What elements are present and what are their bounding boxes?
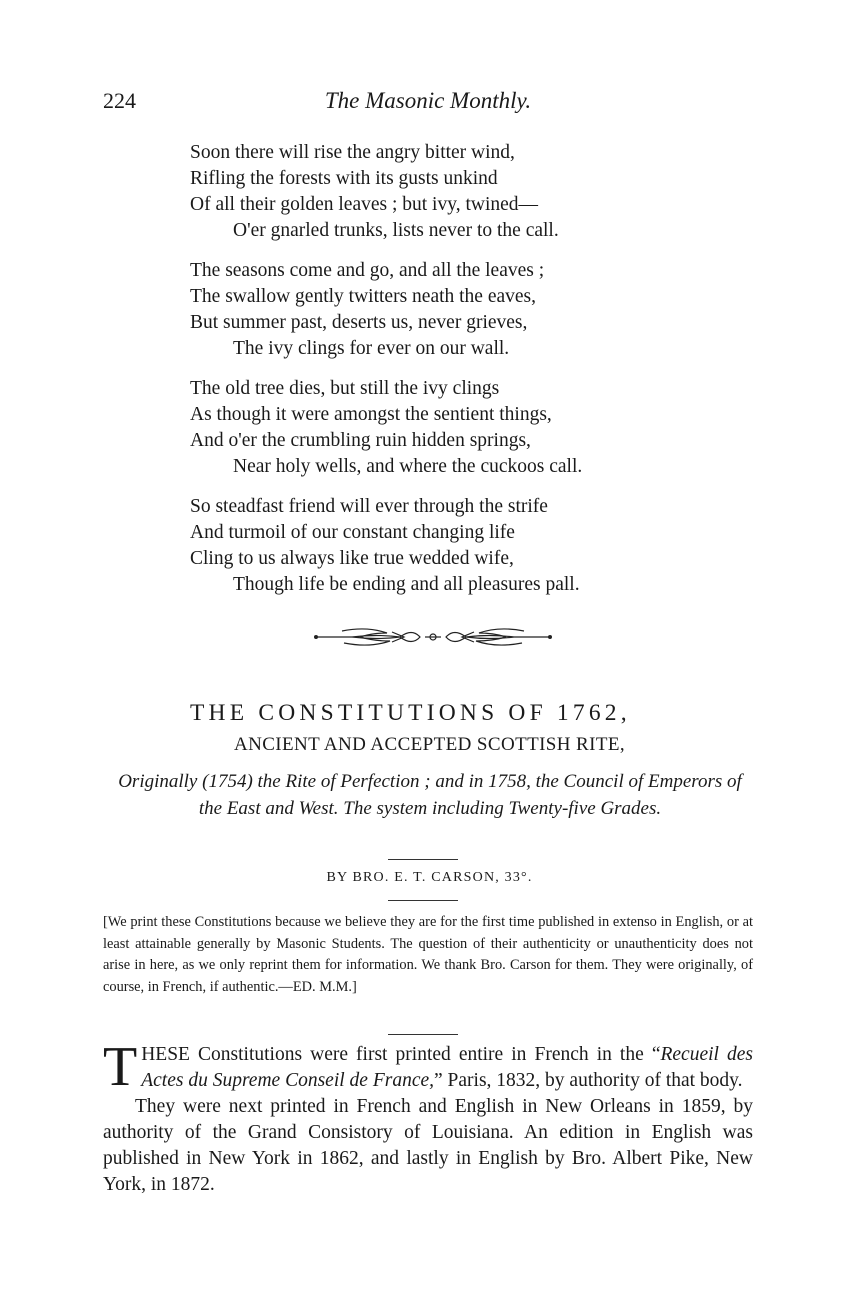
running-title: The Masonic Monthly.	[324, 88, 532, 113]
author-byline: BY BRO. E. T. CARSON, 33°.	[326, 870, 533, 885]
poem-stanza-4	[190, 494, 750, 598]
poem-line: As though it were amongst the sentient things,	[190, 404, 552, 425]
article-subtitle: ANCIENT AND ACCEPTED SCOTTISH RITE,	[233, 734, 626, 755]
poem-line: And o'er the crumbling ruin hidden springs,	[190, 430, 531, 451]
poem-line: The ivy clings for ever on our wall.	[233, 338, 510, 359]
page-header	[103, 88, 753, 120]
drop-cap: T	[103, 1036, 138, 1098]
article-description: Originally (1754) the Rite of Perfection ; and in 1758, the Council of Emperors of the East and West. The system including Twenty-five Grades.	[118, 771, 742, 819]
divider-rule	[388, 900, 458, 901]
poem-line: So steadfast friend will ever through the strife	[190, 496, 548, 517]
poem-line: Near holy wells, and where the cuckoos call.	[233, 456, 583, 477]
paragraph-2: They were next printed in French and English in New Orleans in 1859, by authority of the Grand Consistory of Louisiana. An edition in English was published in New York in 1862, and lastly in English by Bro. Albert Pike, New York, in 1872.	[103, 1096, 753, 1195]
poem-line: Of all their golden leaves ; but ivy, twined—	[190, 194, 539, 215]
poem-line: The seasons come and go, and all the leaves ;	[190, 260, 545, 281]
poem-line: Soon there will rise the angry bitter wind,	[190, 142, 515, 163]
poem-line: Cling to us always like true wedded wife,	[190, 548, 514, 569]
poem-line: And turmoil of our constant changing life	[190, 522, 515, 543]
page-number: 224	[103, 88, 136, 113]
poem-line: O'er gnarled trunks, lists never to the call.	[233, 220, 559, 241]
poem-line: The swallow gently twitters neath the eaves,	[190, 286, 537, 307]
paragraph-1	[103, 1036, 753, 1098]
paragraph-1-italic-title: Recueil des Actes du Supreme Conseil de France,	[141, 1044, 753, 1091]
paragraph-1-text-start: HESE Constitutions were first printed entire in French in the “	[141, 1044, 661, 1065]
divider-rule	[388, 859, 458, 860]
article-body	[103, 1036, 753, 1198]
poem-stanza-2	[190, 258, 750, 362]
poem-line: The old tree dies, but still the ivy clings	[190, 378, 500, 399]
article-title: THE CONSTITUTIONS OF 1762,	[190, 700, 631, 726]
poem-line: Rifling the forests with its gusts unkind	[190, 168, 498, 189]
poem-line: Though life be ending and all pleasures pall.	[233, 574, 580, 595]
paragraph-1-text-end: ” Paris, 1832, by authority of that body.	[434, 1070, 743, 1091]
decorative-divider-ornament	[312, 622, 554, 652]
poem-stanza-1	[190, 140, 750, 244]
poem-line: But summer past, deserts us, never grieves,	[190, 312, 528, 333]
poem	[190, 140, 750, 612]
editor-note: [We print these Constitutions because we believe they are for the first time published in extenso in English, or at least attainable generally by Masonic Students. The question of their authenticity or unauthenticity does not arise in here, as we only reprint them for information. We thank Bro. Carson for them. They were originally, of course, in French, if authentic.—ED. M.M.]	[103, 914, 753, 995]
poem-stanza-3	[190, 376, 750, 480]
divider-rule	[388, 1034, 458, 1035]
